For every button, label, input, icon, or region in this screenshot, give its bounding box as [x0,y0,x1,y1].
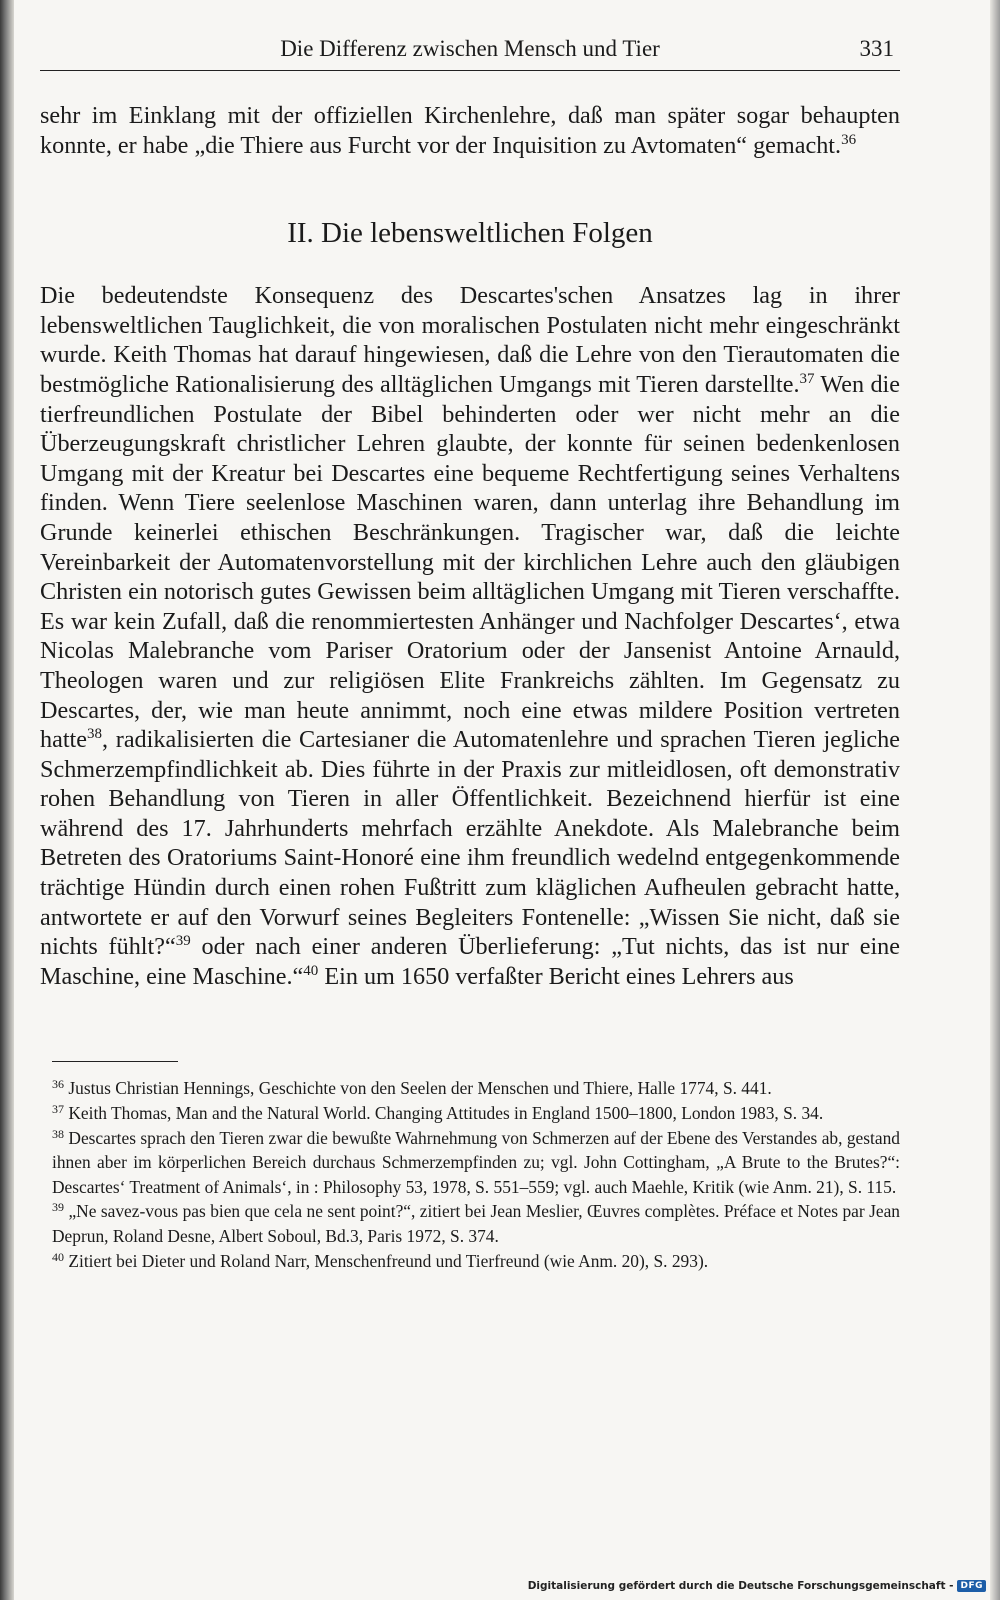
dfg-logo-icon: DFG [957,1580,986,1592]
body-text-3: , radikalisierten die Cartesianer die Automatenlehre und sprachen Tieren jegliche Schmerzempfindlichkeit ab. Dies führte in der Praxis zur mitleidlosen, oft demonstrativ rohen Behandlung von Tieren in aller Öffentlichkeit. Bezeichnend hierfür ist eine während des 17. Jahrhunderts mehrfach erzählte Anekdote. Als Malebranche beim Betreten des Oratoriums Saint-Honoré eine ihm freundlich wedelnd entgegenkommende trächtige Hündin durch einen rohen Fußtritt zum kläglichen Aufheulen gebracht hatte, antwortete er auf den Vorwurf seines Begleiters Fontenelle: „Wissen Sie nicht, daß sie nichts fühlt?“ [40,726,900,961]
footnote-text: Zitiert bei Dieter und Roland Narr, Menschenfreund und Tierfreund (wie Anm. 20), S. 293). [68,1250,709,1271]
footnote [52,1101,900,1126]
footnote-divider [52,1061,178,1062]
footnote-number: 39 [52,1200,64,1215]
footnote [52,1249,900,1274]
footnote-number: 36 [52,1077,64,1092]
footnote-number: 37 [52,1102,64,1117]
digitization-credit [528,1580,986,1592]
body-text-2: Wen die tierfreundlichen Postulate der Bibel behinderten oder wer nicht mehr an die Überzeugungskraft christlicher Lehren glaubte, der konnte für seinen bedenkenlosen Umgang mit der Kreatur bei Descartes eine bequeme Rechtfertigung seines Verhaltens finden. Wenn Tiere seelenlose Maschinen waren, dann unterlag ihre Behandlung im Grunde keinerlei ethischen Beschränkungen. Tragischer war, daß die leichte Vereinbarkeit der Automatenvorstellung mit der kirchlichen Lehre auch den gläubigen Christen ein notorisch gutes Gewissen beim alltäglichen Umgang mit Tieren verschaffte. Es war kein Zufall, daß die renommiertesten Anhänger und Nachfolger Descartes‘, etwa Nicolas Malebranche vom Pariser Oratorium oder der Jansenist Antoine Arnauld, Theologen waren und zur religiösen Elite Frankreichs zählten. Im Gegensatz zu Descartes, der, wie man heute annimmt, noch eine etwas mildere Position vertreten hatte [40,370,900,754]
footnote-number: 40 [52,1249,64,1264]
footnote [52,1199,900,1248]
footnote-text: „Ne savez-vous pas bien que cela ne sent point?“, zitiert bei Jean Meslier, Œuvres complètes. Préface et Notes par Jean Deprun, Roland Desne, Albert Soboul, Bd.3, Paris 1972, S. 374. [52,1201,900,1246]
footnote-ref-37: 37 [799,370,815,387]
footnote-ref-38: 38 [87,726,103,743]
footnotes [40,1076,900,1273]
intro-text: sehr im Einklang mit der offiziellen Kirchenlehre, daß man später sogar behaupten konnte, er habe „die Thiere aus Furcht vor der Inquisition zu Avtomaten“ gemacht. [40,102,900,159]
body-paragraph [40,281,900,991]
scan-edge-left [0,0,14,1600]
book-page [40,30,900,1273]
footnote [52,1076,900,1101]
footnote [52,1126,900,1200]
footnote-text: Justus Christian Hennings, Geschichte von den Seelen der Menschen und Thiere, Halle 1774, S. 441. [68,1078,772,1099]
footnote-ref-39: 39 [175,933,191,950]
body-text-5: Ein um 1650 verfaßter Bericht eines Lehrers aus [318,962,794,990]
footnote-number: 38 [52,1126,64,1141]
body-text-1: Die bedeutendste Konsequenz des Descartes'schen Ansatzes lag in ihrer lebensweltlichen Tauglichkeit, die von moralischen Postulaten nicht mehr eingeschränkt wurde. Keith Thomas hat darauf hingewiesen, daß die Lehre von den Tierautomaten die bestmögliche Rationalisierung des alltäglichen Umgangs mit Tieren darstellte. [40,282,900,398]
intro-paragraph [40,101,900,160]
credit-text: Digitalisierung gefördert durch die Deutsche Forschungsgemeinschaft - [527,1580,954,1592]
running-head [40,30,900,71]
footnote-text: Descartes sprach den Tieren zwar die bewußte Wahrnehmung von Schmerzen auf der Ebene des Verstandes ab, gestand ihnen aber im körperlichen Bereich durchaus Schmerzempfinden zu; vgl. John Cottingham, „A Brute to the Brutes?“: Descartes‘ Treatment of Animals‘, in : Philosophy 53, 1978, S. 551–559; vgl. auch Maehle, Kritik (wie Anm. 21), S. 115. [52,1127,900,1197]
scan-edge-right [990,0,1000,1600]
section-heading: II. Die lebensweltlichen Folgen [287,217,653,250]
page-number: 331 [859,36,894,61]
body-text-4: oder nach einer anderen Überlieferung: „Tut nichts, das ist nur eine Maschine, eine Maschine.“ [40,933,900,990]
running-title: Die Differenz zwischen Mensch und Tier [280,36,660,61]
footnote-ref-36: 36 [841,131,857,148]
footnote-text: Keith Thomas, Man and the Natural World. Changing Attitudes in England 1500–1800, London 1983, S. 34. [68,1103,824,1124]
footnote-ref-40: 40 [303,962,319,979]
